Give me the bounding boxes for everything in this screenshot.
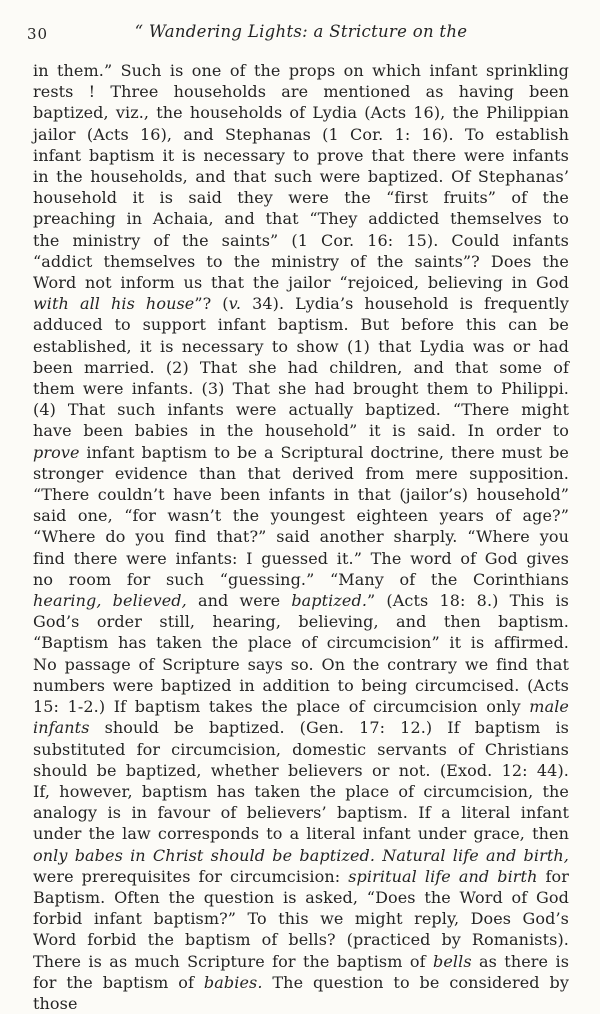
body-segment: The question to be considered by those (33, 972, 569, 1013)
page-number: 30 (27, 25, 49, 43)
body-segment: ”? ( (194, 294, 229, 314)
body-segment-italic: hearing, believed, (33, 591, 187, 611)
body-text (33, 60, 569, 1014)
body-segment: 34). Lydia’s household is frequently adduced to support infant baptism. But before this can be established, it is necessary to show (1) that Lydia was or had been married. (2) That she had children, and that some of them were infants. (3) That she had brought them to Philippi. (4) That such infants were actually baptized. “There might have been babies in the household” it is said. In order to (33, 294, 570, 441)
body-segment-italic: with all his house (33, 294, 195, 314)
running-title: “ Wandering Lights: a Stricture on the (134, 22, 468, 41)
body-segment: infant baptism to be a Scriptural doctrine, there must be stronger evidence than that derived from mere supposition. “There couldn’t have been infants in that (jailor’s) household” said one, “for wasn’t the youngest eighteen years of age?” “Where do you find that?” said another sharply. “Where you find there were infants: I guessed it.” The word of God gives no room for such “guessing.” “Many of the Corinthians (33, 442, 569, 589)
body-segment-italic: Natural life and birth, (382, 845, 569, 865)
body-segment-italic: spiritual life and birth (348, 866, 538, 886)
body-segment-italic: babies. (203, 972, 263, 992)
body-segment: for Baptism. Often the question is asked, “Does the Word of God forbid infant baptism?” To this we might reply, Does God’s Word forbid the baptism of bells? (practiced by Romanists). There is as much Scripture for the baptism of (33, 866, 569, 971)
body-segment: and were (186, 591, 292, 611)
body-segment-italic: bells (432, 951, 472, 971)
body-segment-italic: only babes in Christ should be baptized. (33, 845, 376, 865)
body-segment-italic: prove (33, 442, 80, 462)
page-header (27, 22, 569, 46)
body-segment: in them.” Such is one of the props on which infant sprinkling rests ! Three households are mentioned as having been baptized, viz., the households of Lydia (Acts 16), the Philippian jailor (Acts 16), and Stephanas (1 Cor. 1: 16). To establish infant baptism it is necessary to prove that there were infants in the households, and that such were baptized. Of Stephanas’ household it is said they were the “first fruits” of the preaching in Achaia, and that “They addicted themselves to the ministry of the saints” (1 Cor. 16: 15). Could infants “addict themselves to the ministry of the saints”? Does the Word not inform us that the jailor “rejoiced, believing in God (33, 61, 569, 293)
body-segment: should be baptized. (Gen. 17: 12.) If baptism is substituted for circumcision, domestic servants of Christians should be baptized, whether believers or not. (Exod. 12: 44). If, however, baptism has taken the place of circumcision, the analogy is in favour of believers’ baptism. If a literal infant under the law corresponds to a literal infant under grace, then (33, 718, 569, 844)
body-segment: ” (Acts 18: 8.) This is God’s order still, hearing, believing, and then baptism. “Baptism has taken the place of circumcision” it is affirmed. No passage of Scripture says so. On the contrary we find that numbers were baptized in addition to being circumcised. (Acts 15: 1-2.) If baptism takes the place of circumcision only (33, 591, 569, 717)
body-segment-italic: baptized. (291, 591, 368, 611)
body-segment-italic: v. (228, 294, 242, 314)
body-segment: as there is for the baptism of (33, 951, 570, 992)
body-segment: were prerequisites for circumcision: (33, 866, 349, 886)
body-segment-italic: male infants (33, 697, 569, 738)
